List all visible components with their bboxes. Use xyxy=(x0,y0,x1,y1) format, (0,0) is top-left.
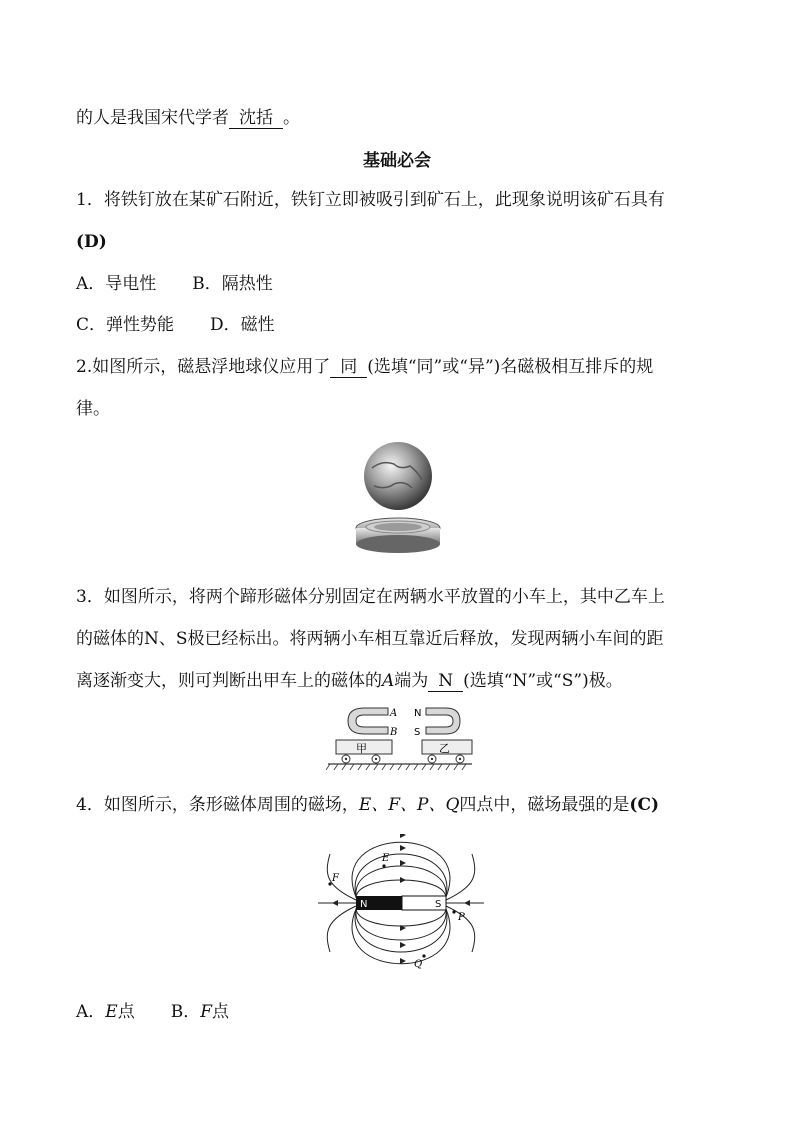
intro-text: 的人是我国宋代学者 xyxy=(76,108,229,128)
q4-text-mid: 四点中，磁场最强的是 xyxy=(459,795,630,815)
q4-option-a-prefix: A． xyxy=(76,1002,106,1022)
q1-option-a: A．导电性 xyxy=(76,274,157,294)
label-n: N xyxy=(360,899,368,910)
magnet-carts-figure xyxy=(326,702,474,772)
q1-option-b: B．隔热性 xyxy=(192,274,273,294)
q4-option-a-var: E xyxy=(105,1002,118,1022)
q3-line2: 的磁体的N、S极已经标出。将两辆小车相互靠近后释放，发现两辆小车间的距 xyxy=(76,629,664,649)
q4-option-b-prefix: B． xyxy=(170,1002,201,1022)
globe-icon xyxy=(364,442,432,510)
q1-option-d: D．磁性 xyxy=(210,315,275,335)
intro-answer: 沈括 xyxy=(229,108,283,129)
label-e: E xyxy=(382,853,390,864)
bar-magnet-field-figure xyxy=(316,834,486,976)
levitating-globe-figure xyxy=(350,438,450,556)
right-horseshoe-magnet xyxy=(426,708,460,734)
q2-line2: 律。 xyxy=(76,399,110,419)
intro-end: 。 xyxy=(283,108,300,128)
q3-line3-mid: 端为 xyxy=(394,671,429,691)
q4-option-b-var: F xyxy=(200,1002,212,1022)
q4-options xyxy=(76,1000,229,1024)
q3-line1: 3．如图所示，将两个蹄形磁体分别固定在两辆水平放置的小车上，其中乙车上 xyxy=(76,587,665,607)
q1-answer: (D) xyxy=(76,232,107,252)
q2-text-before: 2.如图所示，磁悬浮地球仪应用了 xyxy=(76,357,331,377)
q4-answer: (C) xyxy=(629,795,660,815)
q3-line3 xyxy=(76,669,623,693)
q2-line1 xyxy=(76,355,653,379)
label-yi: 乙 xyxy=(439,742,450,755)
q2-text-after: (选填“同”或“异”)名磁极相互排斥的规 xyxy=(367,357,654,377)
label-s: S xyxy=(414,727,421,738)
q4-line xyxy=(76,793,659,817)
q1-options-row2 xyxy=(76,313,275,337)
q3-line3-after: (选填“N”或“S”)极。 xyxy=(463,671,623,691)
q3-answer: N xyxy=(428,671,463,692)
label-q: Q xyxy=(414,959,423,970)
q4-option-b-suffix: 点 xyxy=(212,1002,229,1022)
label-f: F xyxy=(332,873,339,884)
left-horseshoe-magnet xyxy=(348,708,388,734)
section-title: 基础必会 xyxy=(363,151,431,171)
q3-var-a: A xyxy=(382,671,395,691)
q2-answer: 同 xyxy=(330,357,367,378)
label-p: P xyxy=(458,912,465,923)
label-a: A xyxy=(390,708,398,719)
q4-vars: E、F、P、Q xyxy=(358,795,460,815)
q4-option-a-suffix: 点 xyxy=(117,1002,135,1022)
q3-line3-before: 离逐渐变大，则可判断出甲车上的磁体的 xyxy=(76,671,382,691)
q4-text-before: 4．如图所示，条形磁体周围的磁场， xyxy=(76,795,359,815)
q1-options-row1 xyxy=(76,272,273,296)
label-b: B xyxy=(390,727,398,738)
q1-option-c: C．弹性势能 xyxy=(76,315,175,335)
intro-line xyxy=(76,106,300,130)
q1-text: 1．将铁钉放在某矿石附近，铁钉立即被吸引到矿石上，此现象说明该矿石具有 xyxy=(76,190,665,210)
label-n: N xyxy=(414,708,422,719)
label-jia: 甲 xyxy=(356,742,367,755)
label-s: S xyxy=(435,899,442,910)
